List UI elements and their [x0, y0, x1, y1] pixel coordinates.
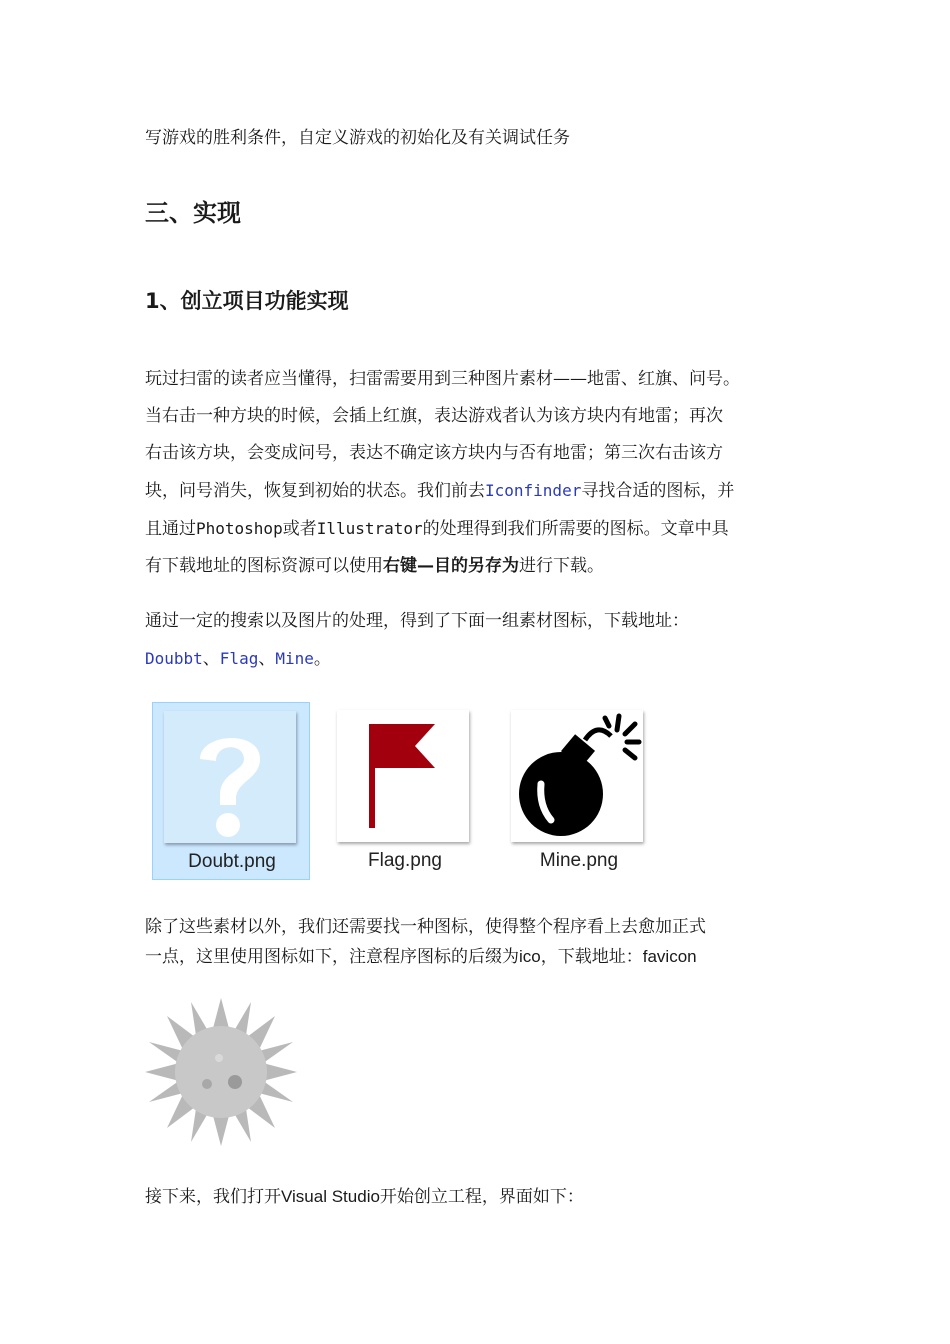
- illustrator-text: Illustrator: [316, 519, 423, 538]
- paragraph-visual-studio: 接下来，我们打开Visual Studio开始创立工程，界面如下：: [145, 1187, 584, 1207]
- file-flag[interactable]: [326, 702, 484, 880]
- file-name: Mine.png: [539, 850, 619, 871]
- para3-line2: 一点，这里使用图标如下，注意程序图标的后缀为ico，下载地址：favicon: [145, 947, 697, 967]
- para1-line4: 块，问号消失，恢复到初始的状态。我们前去Iconfinder寻找合适的图标，并: [145, 481, 735, 501]
- spiked-mine-icon: [143, 996, 299, 1148]
- iconfinder-link[interactable]: Iconfinder: [485, 481, 582, 500]
- flag-download-link[interactable]: Flag: [219, 649, 259, 668]
- file-icons-row: [152, 702, 652, 882]
- photoshop-text: Photoshop: [196, 519, 283, 538]
- para1-line5: 且通过Photoshop或者Illustrator的处理得到我们所需要的图标。文章中具: [145, 519, 729, 539]
- doubt-download-link[interactable]: Doubbt: [145, 649, 203, 668]
- paragraph-favicon: [145, 912, 815, 972]
- ico-text: ico: [519, 947, 541, 966]
- para1-line2: 当右击一种方块的时候，会插上红旗，表达游戏者认为该方块内有地雷；再次: [145, 406, 723, 426]
- question-mark-icon: [164, 711, 296, 843]
- file-doubt[interactable]: [152, 702, 310, 880]
- file-name: Doubt.png: [188, 851, 276, 872]
- paragraph-materials: [145, 361, 815, 585]
- mine-download-link[interactable]: Mine: [275, 649, 314, 668]
- intro-line: 写游戏的胜利条件，自定义游戏的初始化及有关调试任务: [145, 128, 570, 148]
- favicon-link[interactable]: favicon: [642, 947, 697, 966]
- para1-line6: 有下载地址的图标资源可以使用右键—目的另存为进行下载。: [145, 556, 604, 576]
- para3-line1: 除了这些素材以外，我们还需要找一种图标，使得整个程序看上去愈加正式: [145, 917, 706, 937]
- sub-heading: 1、创立项目功能实现: [145, 289, 349, 313]
- para2-line2: Doubbt、Flag、Mine。: [145, 649, 331, 669]
- visual-studio-text: Visual Studio: [281, 1187, 380, 1206]
- paragraph-downloads: [145, 603, 815, 678]
- red-flag-icon: [337, 710, 469, 842]
- para1-line1: 玩过扫雷的读者应当懂得，扫雷需要用到三种图片素材——地雷、红旗、问号。: [145, 369, 740, 389]
- bomb-icon: [511, 710, 643, 842]
- file-mine[interactable]: [500, 702, 658, 880]
- file-name: Flag.png: [368, 850, 442, 871]
- para1-line3: 右击该方块，会变成问号，表达不确定该方块内与否有地雷；第三次右击该方: [145, 443, 723, 463]
- save-as-hint: 右键—目的另存为: [383, 556, 519, 576]
- para2-line1: 通过一定的搜索以及图片的处理，得到了下面一组素材图标，下载地址：: [145, 611, 689, 631]
- section-heading: 三、实现: [145, 199, 241, 227]
